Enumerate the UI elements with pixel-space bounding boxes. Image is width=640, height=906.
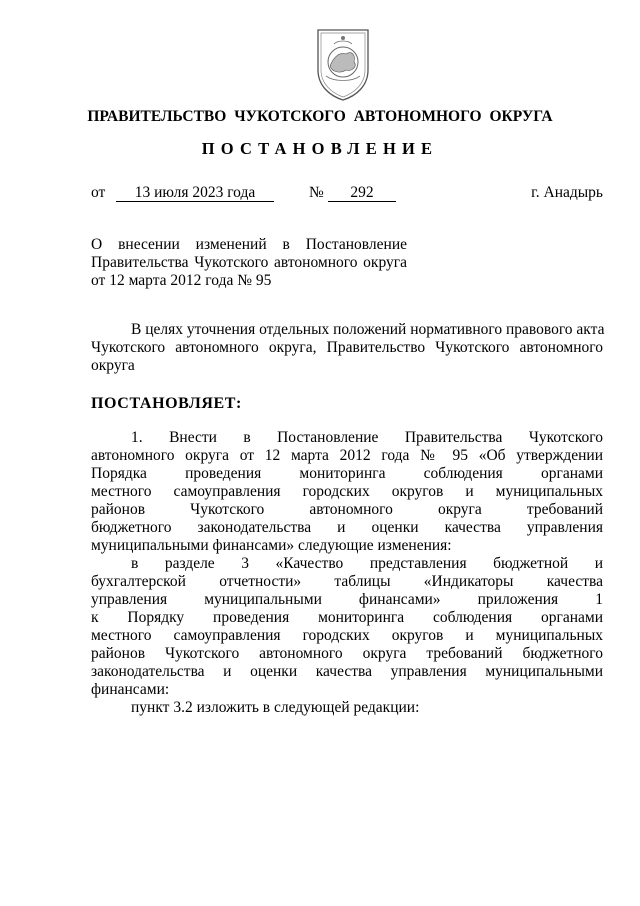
text-line: управления муниципальными финансами» приложения 1 [91,591,603,608]
text-line: Чукотского автономного округа, Правительство Чукотского автономного [91,339,603,356]
text-line: 1. Внести в Постановление Правительства Чукотского [131,429,603,446]
text-line: автономного округа от 12 марта 2012 года № 95 «Об утверждении [91,447,603,464]
document-subject [91,236,407,290]
paragraph-1 [91,429,603,717]
text-line: муниципальными финансами» следующие изменения: [91,537,452,554]
document-city: г. Анадырь [531,184,603,201]
text-line: местного самоуправления городских округов и муниципальных [91,483,603,500]
text-line: финансами: [91,681,170,698]
text-line: бухгалтерской отчетности» таблицы «Индикаторы качества [91,573,603,590]
text-line: бюджетного законодательства и оценки качества управления [91,519,603,536]
decree-heading: ПОСТАНОВЛЯЕТ: [91,395,242,412]
subject-line: от 12 марта 2012 года № 95 [91,272,272,289]
number-sign: № [309,184,324,201]
text-line: в разделе 3 «Качество представления бюджетной и [131,555,603,572]
date-prefix: от [91,184,106,201]
text-line: к Порядку проведения мониторинга соблюдения органами [91,609,603,626]
text-line: законодательства и оценки качества управления муниципальными [91,663,603,680]
government-title: ПРАВИТЕЛЬСТВО ЧУКОТСКОГО АВТОНОМНОГО ОКРУГА [87,108,553,125]
intro-paragraph [91,321,603,375]
text-line: Порядка проведения мониторинга соблюдения органами [91,465,603,482]
document-date: 13 июля 2023 года [116,184,274,202]
subject-line: О внесении изменений в Постановление [91,236,407,253]
document-type-title: ПОСТАНОВЛЕНИЕ [201,139,439,158]
subject-line: Правительства Чукотского автономного округа [91,254,407,271]
text-line: местного самоуправления городских округов и муниципальных [91,627,603,644]
coat-of-arms-icon [312,26,374,102]
document-number: 292 [328,184,396,202]
text-line: районов Чукотского автономного округа требований [91,501,603,518]
text-line: округа [91,357,135,374]
text-line: пункт 3.2 изложить в следующей редакции: [131,699,420,716]
text-line: районов Чукотского автономного округа требований бюджетного [91,645,603,662]
text-line: В целях уточнения отдельных положений нормативного правового акта [131,321,605,338]
